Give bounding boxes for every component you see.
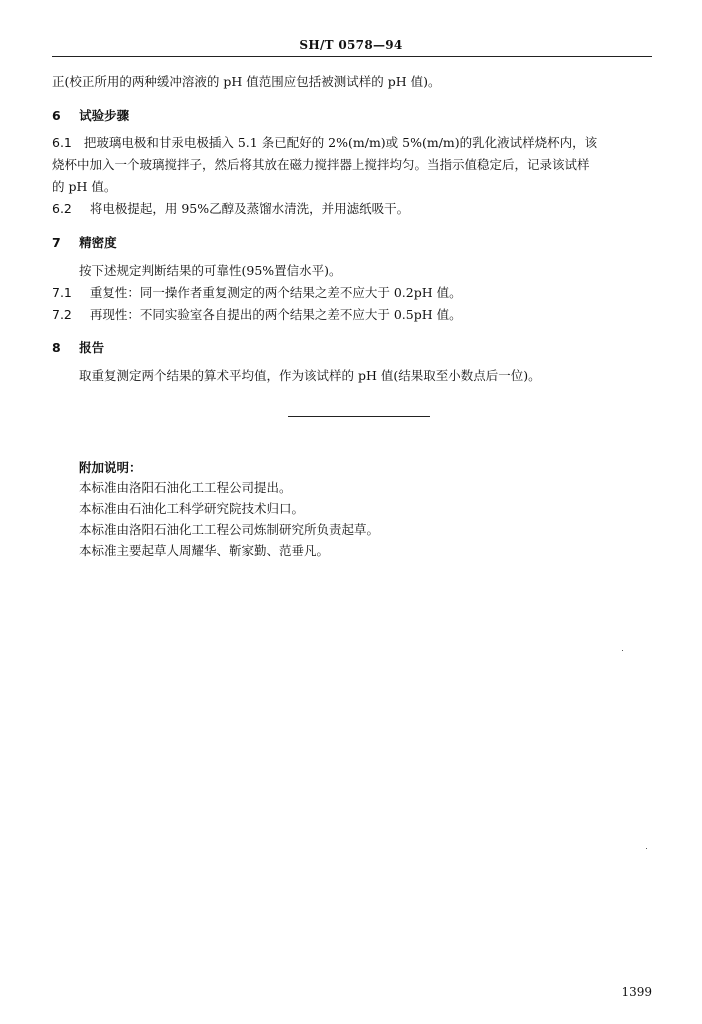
section-6-heading <box>52 106 129 124</box>
scan-speck <box>646 848 647 849</box>
clause-6-2-number: 6.2 <box>52 201 72 216</box>
clause-7-2-number: 7.2 <box>52 307 72 322</box>
section-8-number: 8 <box>52 340 61 355</box>
clause-6-2-text: 将电极提起，用 95%乙醇及蒸馏水清洗，并用滤纸吸干。 <box>89 201 410 216</box>
document-header: SH/T 0578—94 <box>299 38 403 52</box>
clause-7-2-text: 再现性：不同实验室各自提出的两个结果之差不应大于 0.5pH 值。 <box>89 307 462 322</box>
continuation-line: 正(校正所用的两种缓冲溶液的 pH 值范围应包括被测试样的 pH 值)。 <box>52 74 441 89</box>
scan-speck <box>622 650 623 651</box>
clause-7-2 <box>52 306 462 324</box>
clause-6-1-line-2: 烧杯中加入一个玻璃搅拌子，然后将其放在磁力搅拌器上搅拌均匀。当指示值稳定后，记录该试样 <box>52 157 590 172</box>
section-7-number: 7 <box>52 235 61 250</box>
page-number: 1399 <box>621 985 652 999</box>
section-8-title: 报告 <box>79 340 105 355</box>
clause-7-1 <box>52 284 462 302</box>
clause-6-1-line-3: 的 pH 值。 <box>52 179 117 194</box>
notes-line-2: 本标准由石油化工科学研究院技术归口。 <box>79 501 305 516</box>
notes-line-3: 本标准由洛阳石油化工工程公司炼制研究所负责起草。 <box>79 522 380 537</box>
section-7-intro: 按下述规定判断结果的可靠性(95%置信水平)。 <box>79 263 342 278</box>
clause-6-1 <box>52 134 597 152</box>
section-6-number: 6 <box>52 108 61 123</box>
notes-title: 附加说明： <box>79 460 142 475</box>
notes-line-4: 本标准主要起草人周耀华、靳家勤、范垂凡。 <box>79 543 330 558</box>
section-7-title: 精密度 <box>79 235 117 250</box>
clause-7-1-number: 7.1 <box>52 285 72 300</box>
header-rule <box>52 56 652 57</box>
notes-line-1: 本标准由洛阳石油化工工程公司提出。 <box>79 480 292 495</box>
section-8-heading <box>52 338 104 356</box>
end-rule <box>288 416 430 417</box>
section-6-title: 试验步骤 <box>79 108 130 123</box>
clause-6-1-line-1: 把玻璃电极和甘汞电极插入 5.1 条已配好的 2%(m/m)或 5%(m/m)的乳化液试样烧杯内，该 <box>83 135 598 150</box>
section-8-text: 取重复测定两个结果的算术平均值，作为该试样的 pH 值(结果取至小数点后一位)。 <box>79 368 541 383</box>
clause-7-1-text: 重复性：同一操作者重复测定的两个结果之差不应大于 0.2pH 值。 <box>89 285 462 300</box>
clause-6-2 <box>52 200 409 218</box>
clause-6-1-number: 6.1 <box>52 135 72 150</box>
section-7-heading <box>52 233 117 251</box>
